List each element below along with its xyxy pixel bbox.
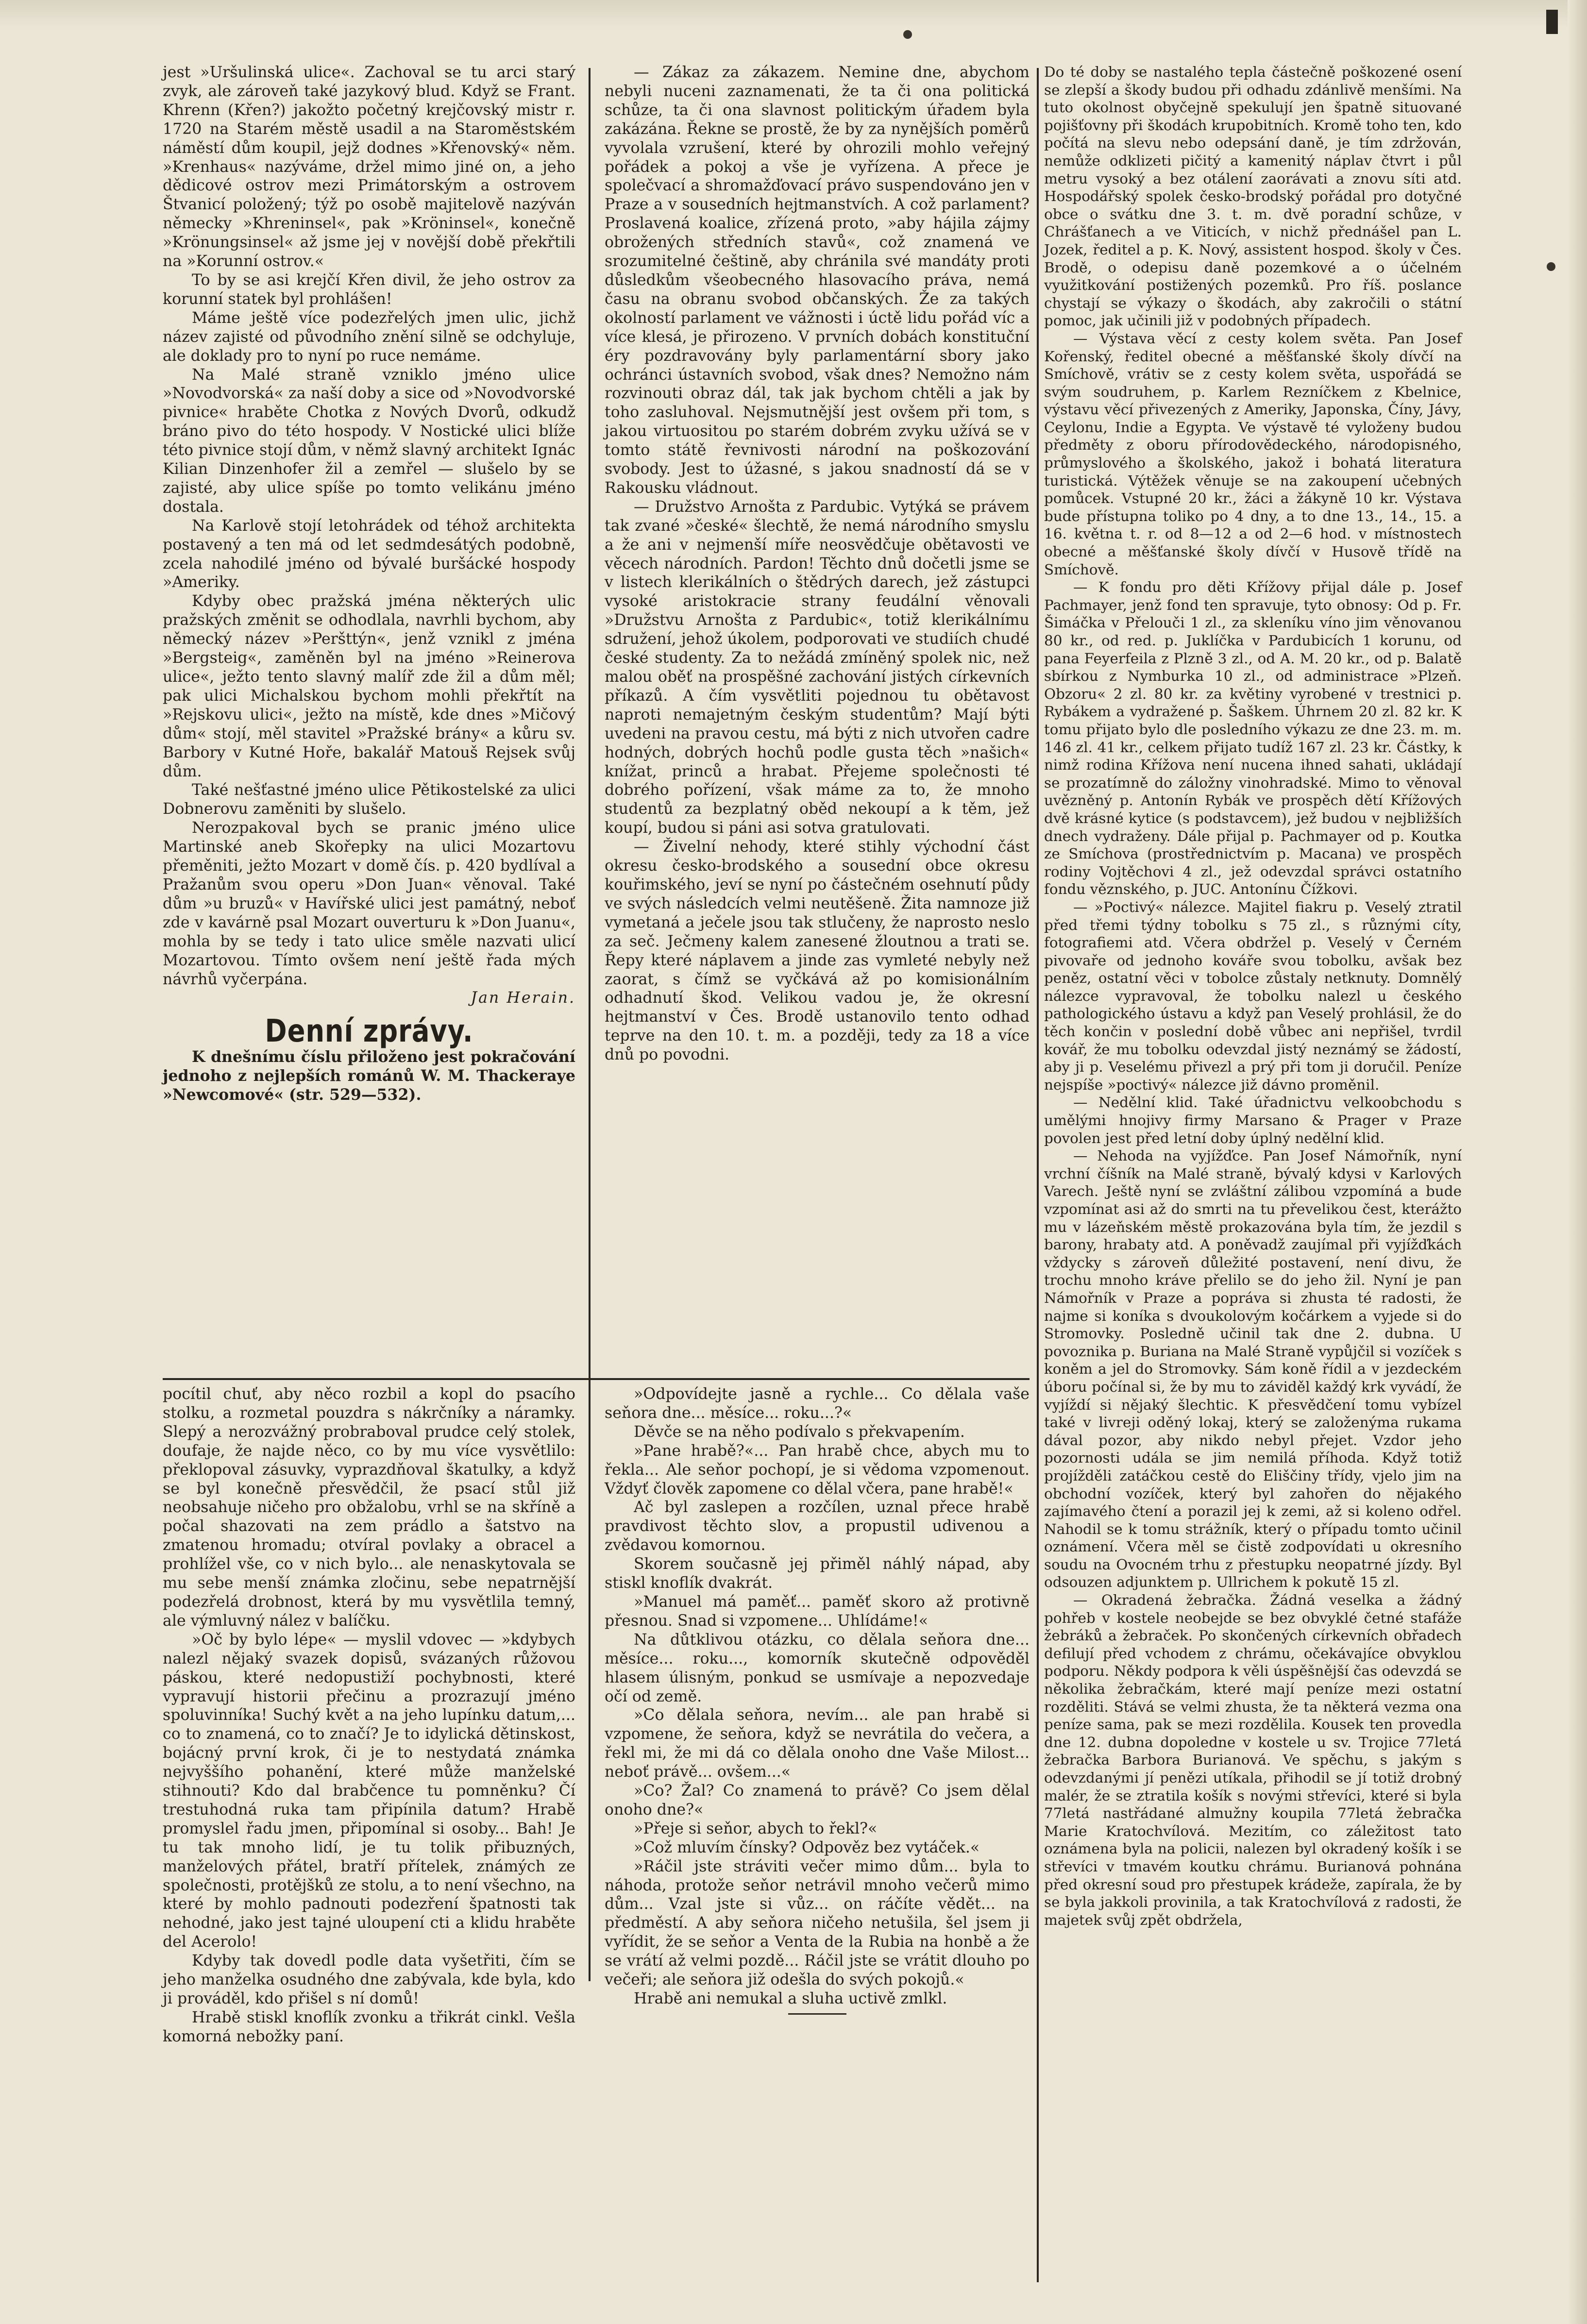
novel-paragraph: Hrabě ani nemukal a sluha uctivě zmlkl. (634, 1990, 947, 2007)
news-item: — Živelní nehody, které stihly východní část okresu česko-brodského a sousední obce okresu kouřimského, jeví se nyní po částečném osehnutí půdy ve svých následcích velmi neutěšeně. Žita namnoze již vymetaná a ječele jsou tak stlučeny, že naprosto neslo za seč. Ječmeny kalem zanesené žloutnou a trati se. Řepy které náplavem a jinde zas vymleté nebyly než zaorat, s čímž se vyčkává až po komisionálním odhadnutí škod. Velikou vadou je, že okresní hejtmanství v Čes. Brodě ustanovilo tento odhad teprve na den 10. t. m. a později, tedy za 18 a více dnů po povodni. (605, 838, 1030, 1064)
novel-paragraph: »Přeje si seňor, abych to řekl?« (634, 1819, 878, 1837)
page-right-edge (1568, 0, 1587, 2324)
feuilleton-column-2 (605, 1385, 1030, 2020)
news-item: Do té doby se nastalého tepla částečně poškozené osení se zlepší a škody budou při odhadu zdánlivě menšími. Na tuto okolnost obyčejně spekulují jen špatně situované pojišťovny při škodách krupobitních. Kromě toho ten, kdo počítá na slevu nebo odepsání daně, je tím zdržován, nemůže odklizeti pičitý a kamenitý náplav čtvrt i půl metru vysoký a bez otálení zaorávati a znovu síti atd. Hospodářský spolek česko-brodský pořádal pro dotyčné obce o svátku dne 3. t. m. dvě poradní schůze, v Chrášťanech a ve Viticích, v nichž přednášel pan L. Jozek, ředitel a p. K. Nový, assistent hospod. školy v Čes. Brodě, o odepisu daně pozemkové a o účelném využitkování postižených pozemků. Pro říš. poslance chystají se výkazy o škodách, aby zakročili o státní pomoc, jak učinili již v podobných případech. (1044, 64, 1462, 329)
section-heading: Denní zprávy. (265, 1013, 473, 1050)
article-paragraph: Také nešťastné jméno ulice Pětikostelské za ulici Dobnerovu zaměniti by slušelo. (163, 781, 575, 818)
novel-paragraph: »Což mluvím čínsky? Odpověz bez vytáček.« (634, 1838, 980, 1856)
news-item: — Družstvo Arnošta z Pardubic. Vytýká se právem tak zvané »české« šlechtě, že nemá národního smyslu a že ani v nejmenší míře neosvědčuje obětavosti ve věcech národních. Pardon! Těchto dnů dočetli jsme se v listech klerikálních o štědrých darech, jež zástupci vysoké aristokracie strany feudální věnovali »Družstvu Arnošta z Pardubic«, totiž klerikálnímu sdružení, jehož úkolem, podporovati ve studiích chudé české studenty. Za to nežádá zmíněný spolek nic, než malou oběť na prospěšné zachování jistých církevních příkazů. A čím vysvětliti pojednou tu obětavost naproti nemajetným českým studentům? Mají býti uvedeni na pravou cestu, má býti z nich utvořen cadre hodných, dobrých hochů podle gusta těch »našich« knížat, princů a hrabat. Přejeme společnosti té dobrého pořízení, však máme za to, že mnoho studentů za bezplatný oběd nekoupí a k těm, jež koupí, budou si páni asi sotva gratulovati. (605, 498, 1030, 837)
column-rule (589, 1379, 591, 1981)
novel-paragraph: Děvče se na něho podívalo s překvapením. (634, 1423, 965, 1441)
article-paragraph: To by se asi krejčí Křen divil, že jeho ostrov za korunní statek byl prohlášen! (163, 271, 575, 308)
novel-paragraph: »Manuel má paměť... paměť skoro až protivně přesnou. Snad si vzpomene... Uhlídáme!« (605, 1593, 1030, 1630)
news-item: — Výstava věcí z cesty kolem světa. Pan Josef Kořenský, ředitel obecné a měšťanské školy dívčí na Smíchově, vrátiv se z cesty kolem světa, uspořádá se svým soudruhem, p. Karlem Rezníčkem z Kbelnice, výstavu věcí přivezených z Ameriky, Japonska, Číny, Jávy, Ceylonu, Indie a Egypta. Ve výstavě té vyloženy budou předměty z oboru přírodovědeckého, národopisného, průmyslového a školského, jakož i bohatá literatura turistická. Výtěžek věnuje se na zakoupení učebných pomůcek. Vstupné 20 kr., žáci a žákyně 10 kr. Výstava bude přístupna toliko po 4 dny, a to dne 13., 14., 15. a 16. května t. r. od 8—12 a od 2—6 hod. v místnostech obecné a měšťanské školy dívčí v Husově třídě na Smíchově. (1044, 330, 1462, 578)
paper-speck (903, 30, 912, 39)
page-top-edge (0, 0, 1587, 29)
novel-paragraph: »Ráčil jste stráviti večer mimo dům... byla to náhoda, protože seňor netrávil mnoho večerů mimo dům... Vzal jste si vůz... on ráčíte vědět... na předměstí. A aby seňora ničeho netušila, šel jsem ji vyřídit, že se seňor a Venta de la Rubia na honbě a že se vrátí až velmi pozdě... Ráčil jste se vrátit dlouho po večeři; ale seňora již odešla do svých pokojů.« (605, 1857, 1030, 1989)
corner-mark (1546, 10, 1558, 34)
novel-paragraph: »Odpovídejte jasně a rychle... Co dělala vaše seňora dne... měsíce... roku...?« (605, 1385, 1030, 1422)
column-rule (1037, 68, 1039, 2282)
novel-paragraph: Hrabě stiskl knoflík zvonku a třikrát cinkl. Vešla komorná nebožky paní. (163, 2008, 575, 2045)
news-item: — Nehoda na vyjížďce. Pan Josef Námořník, nyní vrchní číšník na Malé straně, bývalý kdysi v Karlových Varech. Ještě nyní se zvláštní zálibou vzpomíná a bude vzpomínat asi až do smrti na tu převelikou čest, kterážto mu v lázeňském městě prokazována byla tím, že jezdil s barony, hrabaty atd. A poněvadž zaujímal při vyjížďkách vždycky s zároveň důležité postavení, není divu, že trochu mnoho kráve přelilo se do jeho žil. Nyní je pan Námořník v Praze a popráva si zhusta té radosti, že najme si koníka s dvoukolovým kočárkem a vyjede si do Stromovky. Posledně učinil tak dne 2. dubna. U povoznika p. Buriana na Malé Straně vypůjčil si vozíček s koněm a jel do Stromovky. Sám koně řídil a v jezdeckém úboru počínal si, že by mu to záviděl každý krk vyvádí, že vyjíždí si nějaký šlechtic. K přesvědčení tomu vybízel také v livreji oděný lokaj, který se založenýma rukama dával pozor, aby nikdo nebyl přejet. Vzdor jeho pozornosti udála se jim nemilá příhoda. Když totiž projížděli zatáčkou cestě do Eliščiny třídy, vjelo jim na obchodní vozíček, který byl zahořen do nějakého zajímavého čtení a porazil jej k zemi, až si koleno odřel. Nahodil se k tomu strážník, který o případu tomto učinil oznámení. Včera měl se čistě zodpovídati u okresního soudu na Ovocném trhu z přestupku neopatrné jízdy. Byl odsouzen adjunktem p. Ullrichem k pokutě 15 zl. (1044, 1147, 1462, 1591)
article-paragraph: Máme ještě více podezřelých jmen ulic, jichž název zajisté od původního znění silně se odchyluje, ale doklady pro to nyní po ruce nemáme. (163, 309, 575, 365)
news-item: — »Poctivý« nálezce. Majitel fiakru p. Veselý ztratil před třemi týdny tobolku s 75 zl., s různými cíty, fotografiemi atd. Včera obdržel p. Veselý v Černém pivovaře od jednoho kováře svou tobolku, avšak bez peněz, ostatní věci v tobolce zůstaly netknuty. Domnělý nálezce vypravoval, že tobolku nalezl u českého pathologického ústavu a když pan Veselý prohlásil, že do těch končin v poslední době vůbec ani nepřišel, tvrdil kovář, že mu tobolku odevzdal jistý neznámý se žádostí, aby ji p. Veselému přivezl a prý při tom ji doručil. Peníze nejspíše »poctivý« nálezce již dávno proměnil. (1044, 898, 1462, 1093)
novel-paragraph: »Co dělala seňora, nevím... ale pan hrabě si vzpomene, že seňora, když se nevrátila do večera, a řekl mi, že mi dá co dělala onoho dne Vaše Milost... neboť právě... ovšem...« (605, 1706, 1030, 1781)
news-item: — Okradená žebračka. Žádná veselka a žádný pohřeb v kostele neobejde se bez obvyklé četné stafáže žebráků a žebraček. Po skončených církevních obřadech defilují před vchodem z chrámu, očekávajíce obvyklou podporu. Někdy podpora k věli úspěšnější čas odevzdá se několika žebračkám, které mají peníze mezi ostatní rozděliti. Stává se velmi zhusta, že ta některá vezma ona peníze sama, pak se mezi rozdělila. Kousek ten provedla dne 12. dubna dopoledne v kostele u sv. Trojice 77letá žebračka Barbora Burianová. Ve spěchu, s jakým s odevzdanými jí penězi utíkala, přihodil se jí totiž drobný malér, že se ztratila košík s novými střevíci, které si byla 77letá nastřádané almužny koupila 77letá žebračka Marie Kratochvílová. Mezitím, co záležitost tato oznámena byla na policii, nalezen byl okradený košík i se střevíci v tmavém koutku chrámu. Burianová pohnána před okresní soud pro přestupek krádeže, zapírala, že by se byla jakkoli provinila, a tak Kratochvílová z radosti, že majetek svůj zpět obdržela, (1044, 1592, 1462, 1928)
article-paragraph: Nerozpakoval bych se pranic jméno ulice Martinské aneb Skořepky na ulici Mozartovu přeměniti, ježto Mozart v domě čís. p. 420 bydlíval a Pražanům svou operu »Don Juan« věnoval. Také dům »u bruzů« v Havířské ulici jest památný, neboť zde v kavárně psal Mozart ouverturu k »Don Juanu«, mohla by se tedy i tato ulice směle nazvati ulicí Mozartovou. Tímto ovšem není ještě řada mých návrhů vyčerpána. (163, 819, 575, 988)
column-rule (589, 68, 591, 1384)
article-paragraph: Kdyby obec pražská jména některých ulic pražských změnit se odhodlala, navrhli bychom, aby německý název »Peršttýn«, jenž vznikl z jména »Bergsteig«, zaměněn byl na jméno »Reinerova ulice«, ježto tento slavný malíř zde žil a dům měl; pak ulici Michalskou bychom mohli překřtít na »Rejskovu ulici«, ježto na místě, kde dnes »Mičový dům« stojí, měl stavitel »Pražské brány« a kůru sv. Barbory v Kutné Hoře, bakalář Matouš Rejsek svůj dům. (163, 592, 575, 780)
novel-paragraph: pocítil chuť, aby něco rozbil a kopl do psacího stolku, a rozmetal pouzdra s nákrčníky a náramky. Slepý a nerozvážný probraboval prudce celý stolek, doufaje, že najde něco, co by mu více vysvětlilo: překlopoval zásuvky, vyprazdňoval škatulky, a když se byl konečně přesvědčil, že psací stůl již neobsahuje ničeho pro obžalobu, vrhl se na skříně a počal shazovati na zem prádlo a šatstvo na zmatenou hromadu; otvíral povlaky a obracel a prohlížel vše, co v nich bylo... ale nenaskytovala se mu sebe menší známka zločinu, sebe nepatrnější podezřelá drobnost, která by mu vysvětlila temný, ale výmluvný nález v balíčku. (163, 1385, 575, 1630)
news-item: — Nedělní klid. Také úřadnictvu velkoobchodu s umělými hnojivy firmy Marsano & Prager v Praze povolen jest před letní doby úplný nedělní klid. (1044, 1094, 1462, 1146)
news-item: — Zákaz za zákazem. Nemine dne, abychom nebyli nuceni zaznamenati, že ta či ona politická schůze, ta či ona slavnost politickým úřadem byla zakázána. Řekne se prostě, že by za nynějších poměrů vyvolala vzrušení, které by ohrozili mohlo veřejný pořádek a pokoj a vše je vyřízena. A přece je společvací a shromažďovací právo suspendováno jen v Praze a v sousedních hejtmanstvích. A což parlament? Proslavená koalice, zřízená proto, »aby hájila zájmy obrožených středních stavů«, což znamená ve srozumitelné češtině, aby chránila své mandáty proti důsledkům všeobecného hlasovacího práva, nemá času na obranu svobod občanských. Že za takých okolností parlament ve vážnosti i úctě lidu pořád víc a více klesá, je přirozeno. V prvních dobách konstituční éry pozdravovány byly parlamentární sbory jako ochránci ústavních svobod, však dnes? Nemožno nám rozvinouti obraz dál, tak jak bychom chtěli a jak by toho zasluhoval. Nejsmutnější jest ovšem při tom, s jakou virtuositou po starém dobrém zvyku užívá se v tomto státě řevnivosti národní na poškozování svobody. Jest to úžasné, s jakou snadností dá se v Rakousku vládnout. (605, 64, 1030, 497)
feuilleton-column-1 (163, 1385, 575, 2046)
article-paragraph: jest »Uršulinská ulice«. Zachoval se tu arci starý zvyk, ale zároveň také jazykový blud. Když se Frant. Khrenn (Křen?) jakožto početný krejčovský mistr r. 1720 na Starém městě usadil a na Staroměstském náměstí dům koupil, jejž dodnes »Křenovský« něm. »Krenhaus« nazýváme, držel mimo jiné on, a jeho dědicové ostrov mezi Primátorským a ostrovem Štvanicí položený; týž po osobě majitelově nazýván německy »Khreninsel«, pak »Kröninsel«, konečně »Krönungsinsel« až jsme jej v novější době překřtili na »Korunní ostrov.« (163, 64, 575, 270)
novel-paragraph: Kdyby tak dovedl podle data vyšetřiti, čím se jeho manželka osudného dne zabývala, kde byla, kdo ji prováděl, kdo přišel s ní domů! (163, 1952, 575, 2007)
supplement-notice: K dnešnímu číslu přiloženo jest pokračování jednoho z nejlepších románů W. M. Thackeraye »Newcomové« (str. 529—532). (163, 1048, 575, 1104)
author-signature: Jan Herain. (471, 989, 575, 1007)
article-paragraph: Na Karlově stojí letohrádek od téhož architekta postavený a ten má od let sedmdesátých podobně, zcela nahodilé jméno od bývalé buršácké hospody »Ameriky. (163, 517, 575, 591)
novel-paragraph: »Oč by bylo lépe« — myslil vdovec — »kdybych nalezl nějaký svazek dopisů, svázaných růžovou páskou, které nedopustiží pochybnosti, které vypravují historii přečinu a prozrazují jméno spoluvinníka! Suchý květ a na jeho lupínku datum,... co to znamená, co to značí? Je to idylická dětinskost, bojácný první krok, či je to nestydatá známka nejvyššího pohanění, které může manželské stihnouti? Kdo dal brabčence tu pomněnku? Čí trestuhodná ruka tam připínila datum? Hrabě promyslel řadu jmen, připomínal si osoby... Bah! Je tu tak mnoho lidí, je tu tolik přibuzných, manželových přátel, bratří přítelek, známých ze společnosti, protějšků ze stolu, a to není všechno, na které by mohlo padnouti podezření špatnosti tak nehodné, jako jest tajné uloupení cti a klidu hraběte del Acerolo! (163, 1631, 575, 1951)
story-separator-rule (163, 1378, 1030, 1380)
novel-paragraph: »Pane hrabě?«... Pan hrabě chce, abych mu to řekla... Ale seňor pochopí, je si vědoma vzpomenout. Vždyť člověk zapomene co dělal včera, pane hrabě!« (605, 1442, 1030, 1498)
news-item: — K fondu pro děti Křížovy přijal dále p. Josef Pachmayer, jenž fond ten spravuje, tyto obnosy: Od p. Fr. Šimáčka v Přelouči 1 zl., za skleníku víno jim věnovanou 80 kr., od red. p. Juklíčka v Pardubicích 1 korunu, od pana Feyerfeila z Plzně 3 zl., od A. M. 20 kr., od p. Balatě sbírkou z Nymburka 10 zl., od administrace »Plzeň. Obzoru« 2 zl. 80 kr. za květiny vyrobené v trestnici p. Rybákem a vydražené p. Šaškem. Úhrnem 20 zl. 82 kr. K tomu přijato bylo dle posledního výkazu ze dne 23. m. m. 146 zl. 41 kr., celkem přijato tudíž 167 zl. 23 kr. Částky, k nimž rodina Křížova není nucena ihned sahati, ukládají se prozatímně do záložny vinohradské. Mimo to věnoval uvězněný p. Antonín Rybák ve prospěch dětí Křížových dvě krásné kytice (s podstavcem), jež budou v nejbližších dnech vydraženy. Dále přijal p. Pachmayer od p. Koutka ze Smíchova (prostřednictvím p. Macana) ve prospěch rodiny Vojtěchovi 4 zl., jež odevzdal správci ostatního fondu věznského, p. JUC. Antonínu Čížkovi. (1044, 579, 1462, 898)
column-3 (1044, 63, 1462, 1929)
novel-paragraph: Na důtklivou otázku, co dělala seňora dne... měsíce... roku..., komorník skutečně odpověděl hlasem úlisným, ponkud se usmívaje a nepozvedaje očí od země. (605, 1631, 1030, 1705)
column-1 (163, 63, 575, 1105)
end-rule (788, 2013, 846, 2015)
paper-speck (1547, 262, 1555, 271)
column-2 (605, 63, 1030, 1064)
novel-paragraph: »Co? Žal? Co znamená to právě? Co jsem dělal onoho dne?« (605, 1782, 1030, 1819)
novel-paragraph: Skorem současně jej přiměl náhlý nápad, aby stiskl knoflík dvakrát. (605, 1555, 1030, 1592)
novel-paragraph: Ač byl zaslepen a rozčílen, uznal přece hrabě pravdivost těchto slov, a propustil udivenou a zvědavou komornou. (605, 1499, 1030, 1554)
article-paragraph: Na Malé straně vzniklo jméno ulice »Novodvorská« za naší doby a sice od »Novodvorské pivnice« hraběte Chotka z Nových Dvorů, odkudž bráno pivo do této hospody. V Nostické ulici blíže této pivnice stojí dům, v němž slavný architekt Ignác Kilian Dinzenhofer žil a zemřel — slušelo by se zajisté, aby ulice spíše po tomto velikánu jméno dostala. (163, 366, 575, 516)
